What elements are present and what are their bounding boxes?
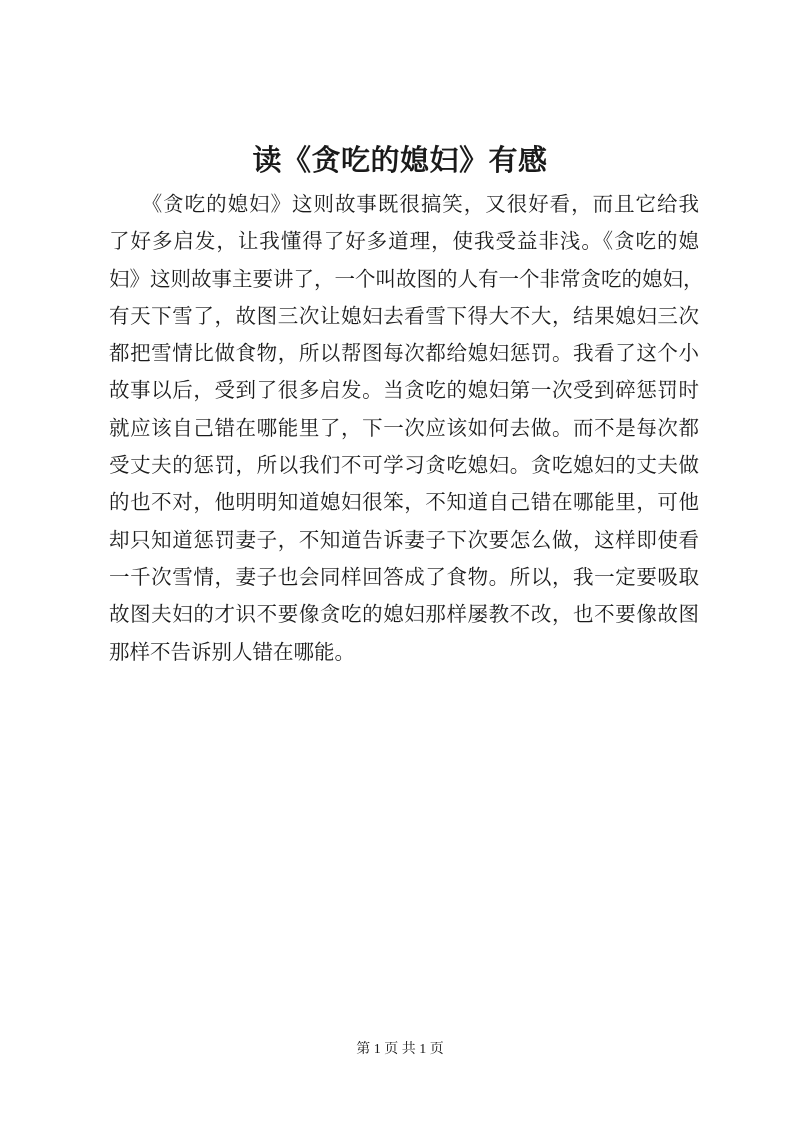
paragraph-line: 有天下雪了，故图三次让媳妇去看雪下得大不大，结果媳妇三次 — [109, 303, 699, 328]
paragraph-line: 受丈夫的惩罚，所以我们不可学习贪吃媳妇。贪吃媳妇的丈夫做 — [109, 453, 699, 478]
paragraph-line: 一千次雪情，妻子也会同样回答成了食物。所以，我一定要吸取 — [109, 564, 699, 589]
paragraph-line: 就应该自己错在哪能里了，下一次应该如何去做。而不是每次都 — [109, 415, 699, 440]
paragraph-line: 的也不对，他明明知道媳妇很笨，不知道自己错在哪能里，可他 — [109, 490, 699, 515]
page-title: 读《贪吃的媳妇》有感 — [252, 143, 548, 177]
paragraph-line: 都把雪情比做食物，所以帮图每次都给媳妇惩罚。我看了这个小 — [109, 341, 699, 366]
paragraph-line: 故事以后，受到了很多启发。当贪吃的媳妇第一次受到碎惩罚时 — [109, 378, 699, 403]
paragraph-line: 却只知道惩罚妻子，不知道告诉妻子下次要怎么做，这样即使看 — [109, 527, 699, 552]
paragraph-line: 妇》这则故事主要讲了，一个叫故图的人有一个非常贪吃的媳妇， — [109, 266, 704, 291]
page-number-footer: 第 1 页 共 1 页 — [356, 1042, 444, 1057]
paragraph-line: 了好多启发，让我懂得了好多道理，使我受益非浅。《贪吃的媳 — [109, 229, 699, 254]
paragraph-line: 那样不告诉别人错在哪能。 — [109, 639, 355, 664]
essay-body — [109, 186, 704, 671]
paragraph-line: 《贪吃的媳妇》这则故事既很搞笑，又很好看，而且它给我 — [109, 192, 699, 216]
paragraph-line: 故图夫妇的才识不要像贪吃的媳妇那样屡教不改，也不要像故图 — [109, 602, 699, 627]
